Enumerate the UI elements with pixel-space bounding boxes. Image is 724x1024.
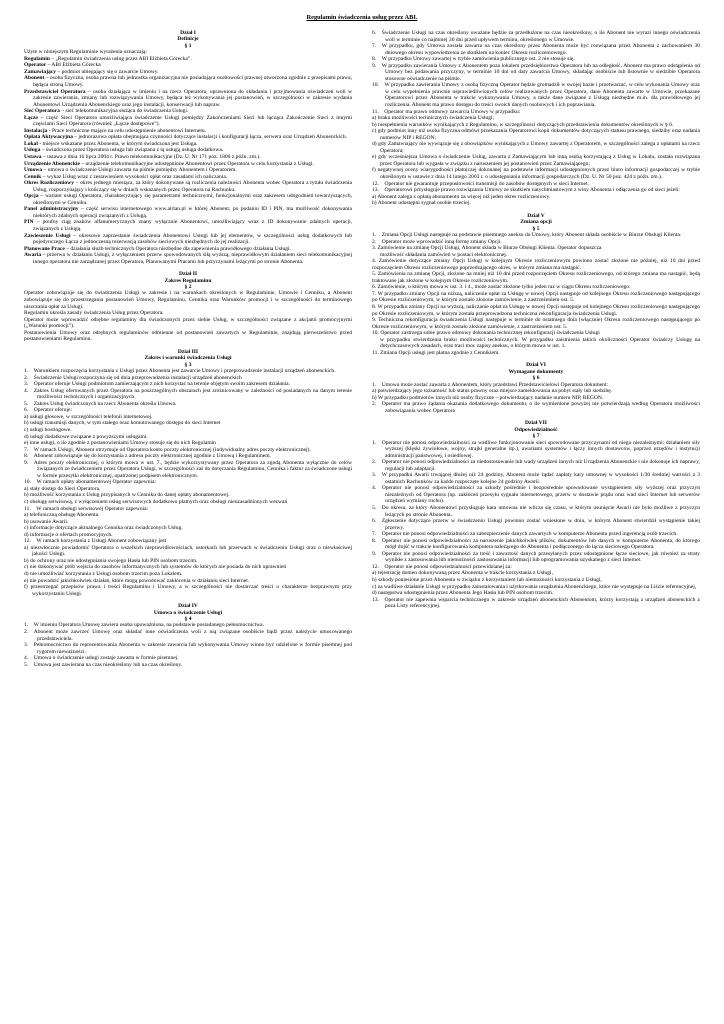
numbered-clause: 10. W przypadku zawierania Umowy z osobą fizyczną Operator będzie gromadził w swojej bazie i przetwarzać, w celu wykonania Umowy oraz w celu wypełnienia prawnie usprawiedliwionych celów realizowanych przez Operatora, dane Abonenta zawarte w Umowie, przekazane Operatorowi przez Abonenta w trakcie wykonywania Umowy, a także dane związane z Usługą niezbędne m.in. dla prawidłowego jej rozliczenia. Abonent ma prawo dostępu do treści swoich danych osobowych i ich poprawiania. (372, 82, 700, 109)
numbered-clause: 4. Operator nie ponosi odpowiedzialności za szkody pośrednie i bezpośrednie spowodowane wystąpieniem siły wyższej oraz przyczyn niezależnych od Operatora (np. zakłóceń przesyłu sygnału internetowego, przerw w dostawie prądu oraz wad sieci Internet lub serwerów urządzeń wymiany ruchu). (372, 485, 700, 505)
definition: PIN – poufny ciąg znaków alfanumerycznych znany wyłącznie Abonentowi, umożliwiający wraz z ID dokonywanie zdalnych operacji, związanych z Usługą. (24, 219, 352, 232)
list-item: e) gdy wcześniejsza Umowa o świadczenie Usług, zawarta z Zamawiającym lub inną osobą korzystającą z Usług w Lokalu, została rozwiązana przez Operatora lub wygasła w związku z naruszeniem jej postanowień przez Zamawiającego; (372, 154, 700, 167)
definition-term: Lokal (24, 140, 38, 147)
numbered-clause: 13. Operatorowi przysługuje prawo rozwiązania Umowy ze skutkiem natychmiastowym z winy Abonenta i odłączenia go od sieci jeżeli: (372, 187, 680, 194)
numbered-clause: 2. Operator ma prawo żądania okazania dodatkowego dokumentu, o ile wymienione powyżej nie potwierdzają według Operatora możliwości zobowiązania wobec Operatora (372, 401, 700, 414)
numbered-clause: 9. Operator nie ponosi odpowiedzialności za treść i zawartość danych przesyłanych przez udostępnione łącze sieciowe, jak również za straty wynikłe z zastosowania lub niemożności zastosowania informacji lub oprogramowania uzyskanego z sieci Internet. (372, 550, 700, 564)
paragraph: Operator może wprowadzić odrębne regulaminy dla świadczonych przez siebie Usług, w szczególności związane z akcjami promocyjnymi („Warunki promocji”). (24, 316, 352, 330)
definition: Lokal - miejsce wskazane przez Abonenta, w którym świadczona jest Usługa. (24, 140, 198, 147)
definition: Zamawiający – podmiot ubiegający się o zawarcie Umowy. (24, 68, 159, 75)
section-heading: Dział V (527, 212, 545, 219)
section-heading: § 7 (532, 433, 540, 440)
definition: Cennik – wykaz Usług wraz z zestawieniem wysokości opłat oraz zasadami ich naliczania. (24, 173, 228, 180)
paragraph: 8. W przypadku zmiany Opcji na wyższą, naliczanie opłat za Usługę w nowej Opcji następuje od kolejnego Okresu rozliczeniowego następującego po Okresie rozliczeniowym, w którym została przeprowadzona techniczna rekonfiguracja świadczenia Usługi. (372, 304, 700, 317)
section-heading: Definicje (177, 36, 199, 43)
paragraph: Użyte w niniejszym Regulaminie wyrażenia oznaczają: (24, 49, 148, 56)
list-item: e) nie powadzić jakichkolwiek działań, które mogą powodować zakłócenia w działaniu sieci Internet. (24, 577, 250, 584)
paragraph: 10. Operator zastrzega sobie prawo odmowy dokonania technicznej rekonfiguracji świadczenia Usługi (372, 330, 600, 337)
section-heading: Wymagane dokumenty (508, 368, 564, 375)
numbered-clause: 4. Zakres Usług oferowanych przez Operatora na poszczególnych obszarach jest zróżnicowany w zależności od posiadanych na danym terenie możliwości technicznych i organizacyjnych. (24, 387, 352, 401)
list-item: b) do ochrony oraz nie udostępniania swojego Hasła lub PIN osobom trzecim. (24, 557, 198, 564)
paragraph: 3. Zamówienie na zmianę Opcji Usługi, Abonent składa w Biurze Obsługi Klienta. Operator dopuszcza (372, 245, 602, 252)
numbered-clause: 11. W ramach obsługi serwisowej Operator zapewnia: (24, 505, 149, 512)
definition-term: Usługa (24, 147, 41, 154)
definition: Planowane Prace – działania służb technicznych Operatora niezbędne dla zapewnienia prawidłowego działania Usługi. (24, 245, 291, 252)
definition: Awaria – przerwa w działaniu Usługi, z wyłączeniem przerw spowodowanych siłą wyższą, nieprawidłowym działaniem sieci telekomunikacyjnej innego operatora nie zarządzanej przez Operatora, Planowanymi Pracami lub przyczynami leżącymi po stronie Abonenta. (24, 252, 352, 265)
list-item: b) Abonent udostępni sygnał osobie trzeciej. (372, 200, 471, 207)
list-item: a) braku możliwości technicznych świadczenia Usługi; (372, 115, 495, 122)
numbered-clause: 9. Adres poczty elektronicznej, o którym mowa w ust. 7., będzie wykorzystywany przez Operatora za zgodą Abonenta wyłącznie do celów związanych ze świadczeniem przez Operatora Usługi, w szczególności zaś do doręczania Regulaminu, Cennika i faktur za świadczone usługi w formie przesyłki elektronicznej, opatrzonej podpisem elektronicznym. (24, 459, 352, 479)
list-item: b) szkody poniesione przez Abonenta w związku z korzystaniem lub niemożności korzystania z Usługi, (372, 577, 602, 584)
regulation-page (24, 14, 700, 1014)
numbered-clause: 6. Zgłoszenie dotyczące przerw w świadczeniu Usługi powinno zostać wniesione w dniu, w którym Abonent stwierdził wystąpienie takiej przerwy. (372, 518, 700, 531)
numbered-clause: 8. Abonent zobowiązuje się do korzystania z adresu poczty elektronicznej zgodnie z Umową i Regulaminem. (24, 453, 271, 460)
list-item: d) usługi dodatkowe związane z powyższymi usługami. (24, 433, 148, 440)
paragraph: Regulamin określa zasady świadczenia Usług przez Operatora. (24, 310, 164, 317)
definition-term: Operator (24, 62, 47, 69)
numbered-clause: 2. Operator może wprowadzić inną formę zmiany Opcji. (372, 238, 502, 245)
definition-term: Cennik (24, 173, 42, 180)
numbered-clause: 6. Świadczenie Usługi na czas określony uważane będzie za przedłużone na czas nieokreślony, o ile Abonent nie wyrazi innego oświadczenia woli w terminie co najmniej 30 dni przed upływem terminu, określonego w Umowie. (372, 30, 700, 43)
definition-term: Ustawa (24, 153, 42, 160)
paragraph: 6. Zamówienie, o którym mowa w ust. 3. i 4., może zostać złożone tylko jeden raz w ciągu Okresu rozliczeniowego. (372, 284, 631, 291)
numbered-clause: 2. Świadczenie Usługi rozpoczyna się od dnia przeprowadzenia instalacji urządzeń abonenckich (24, 374, 242, 381)
definition: Urządzenie Abonenckie – urządzenie telekomunikacyjne udostępnione Abonentowi przez Operatora w celu korzystania z Usługi. (24, 160, 314, 167)
list-item: e) inne usługi, o ile zgodnie z postanowieniami Umowy stosuje się do nich Regulamin (24, 440, 216, 447)
paragraph: 4. Zamówienie dotyczące zmiany Opcji Usługi w kolejnym Okresie rozliczeniowym powinno zostać złożone nie później, niż 10 dni przed rozpoczęciem Okresu rozliczeniowego poprzedzającego okres, w którym zmiana ma nastąpić. (372, 258, 700, 271)
numbered-clause: 12. Operator nie gwarantuje przepustowości transmisji do zasobów dostępnych w sieci Internet. (372, 180, 589, 187)
section-heading: Dział III (177, 348, 199, 355)
numbered-clause: 3. W przypadku Awarii trwającej dłużej niż 24 godziny, Abonent może żądać zapłaty kary umownej w wysokości 1/30 średniej wartości z 3 ostatnich Rachunków za każde rozpoczęte kolejne 24 godziny Awarii. (372, 472, 700, 485)
list-item: b) W przypadku podmiotów innych niż osoby fizyczne – potwierdzający nadanie numeru NIP, REGON. (372, 394, 604, 401)
numbered-clause: 7. W ramach Usługi, Abonent otrzymuje od Operatora konto poczty elektronicznej (indywidualny adres poczty elektronicznej). (24, 446, 311, 453)
section-heading: § 5 (532, 225, 540, 232)
list-item: f) negatywnej oceny wiarygodności płatniczej dokonanej na podstawie informacji udostępnionych przez biuro informacji gospodarczej w trybie określonym w ustawie z dnia 14 lutego 2003 r. o udostępnianiu informacji gospodarczych (Dz. U. Nr 50 poz. 424 z późn. zm.). (372, 167, 700, 181)
list-item: d) informacje o ofertach promocyjnych. (24, 531, 113, 538)
list-item: a) rejestrację domen dokonywaną przez Abonenta w trakcie korzystania z Usługi, (372, 570, 553, 577)
section-heading: Dział II (178, 271, 198, 278)
definition: Instalacja - Prace techniczne mające na celu udostępnienie abonentowi Internetu. (24, 127, 207, 134)
section-heading: § 3 (184, 361, 192, 368)
section-heading: Zmiana opcji (520, 219, 552, 226)
list-item: c) nie dokonywać prób wejścia do zasobów informatycznych lub systemów do których nie posiada do nich uprawnień (24, 564, 287, 571)
numbered-clause: 7. Operator nie ponosi odpowiedzialności za zabezpieczenie danych zawartych w komputerze Abonenta przed ingerencją osób trzecich. (372, 531, 678, 538)
definition: Usługa – świadczona przez Operatora usługa lub związana z tą usługą usługa dodatkowa. (24, 147, 224, 154)
section-heading: Dział I (180, 30, 196, 36)
list-item: a) niezwłocznie powiadomić Operatora o wszelkich nieprawidłowościach, usterkach lub przerwach w świadczeniu Usługi oraz o niewłaściwej jakości Usługi. (24, 544, 352, 558)
definition: Opcja – wariant usługi Operatora, charakteryzujący się parametrami technicznymi, funkcjonalnymi oraz zakresem udogodnień towarzyszących, określonymi w Cenniku. (24, 193, 352, 206)
list-item: d) następstwa udostępnienia przez Abonenta Jego Hasła lub PIN osobom trzecim. (372, 590, 554, 597)
section-heading: Odpowiedzialność (514, 426, 558, 433)
definition-term: Panel administracyjny (24, 206, 79, 213)
list-item: a) telefoniczną obsługę Abonenta. (24, 512, 100, 519)
definition-term: Instalacja (24, 127, 48, 134)
section-heading: § 1 (184, 42, 192, 49)
numbered-clause: 1. Operator nie ponosi odpowiedzialności za wadliwe funkcjonowanie sieci spowodowane przyczynami od niego niezależnymi: działaniem siły wyższej (klęski żywiołowe, wojny, strajki generalne itp.), awariami systemów i łączy innych dostawców, poprzez urzędów i instytucji administracji państwowej, i osiedlowej. (372, 439, 700, 459)
continuation-paragraph: możliwość składania zamówień w postaci elektronicznej. (380, 251, 508, 258)
document-title: Regulamin świadczenia usług przez ABI. (306, 14, 418, 21)
definition: Przedstawiciel Operatora – osoba działająca w imieniu i na rzecz Operatora, uprawniona do składania i przyjmowania oświadczeń woli w zakresie zawierania, zmiany lub rozwiązywania Umowy, będąca też wykonywania jej postanowień, w szczególności w zakresie wydania Abonentowi Urządzenia Abonenckiego oraz jego instalacji, konserwacji lub napraw. (24, 88, 352, 108)
paragraph: 7. W przypadku zmiany Opcji na niższą, naliczenie opłat za Usługę w nowej Opcji następuje od kolejnego Okresu rozliczeniowego następującego po Okresie rozliczeniowym, w którym zostało złożone zamówienie, z zastrzeżeniem ust. 5. (372, 290, 700, 304)
section-heading: Zakres i warunki świadczenia Usługi (144, 355, 232, 362)
definition: Łącze – część Sieci Operatora umożliwiająca świadczenie Usługi pomiędzy Zakończeniami Sieci lub łącząca Zakończenie Sieci z innymi częściami Sieci Operatora (również „Łącze dostępowe”). (24, 114, 352, 128)
numbered-clause: 5. Do okresu, za który Abonentowi przysługuje kara umowna nie wlicza się czasu, w którym usunięcie Awarii nie było możliwe z przyczyn leżących po stronie Abonenta.. (372, 505, 700, 518)
definition-term: Okres Rozliczeniowy (24, 180, 74, 187)
list-item: b) usuwanie Awarii. (24, 518, 69, 525)
numbered-clause: 4. Umowa o świadczenie usługi zostaje zawarta w formie pisemnej. (24, 655, 179, 662)
section-heading: Dział VII (525, 420, 547, 427)
section-heading: Umowa o świadczenie Usługi (153, 609, 223, 616)
continuation-paragraph: w przypadku stwierdzenia braku możliwości technicznych. W przypadku zaistnienia takich okoliczności Operator świadczy Usługę na dotychczasowych zasadach, oraz traci moc zapisy aneksu, o którym mowa w ust. 1. (380, 336, 700, 350)
numbered-clause: 5. Umowa jest zawierana na czas nieokreślony lub na czas określony. (24, 661, 183, 668)
definition-term: Zawieszenie Usługi (24, 232, 71, 239)
numbered-clause: 11. Operator ma prawo odmowy zawarcia Umowy w przypadku: (372, 108, 521, 115)
definition-term: Sieć Operatora (24, 108, 60, 115)
numbered-clause: 12. W ramach korzystania z Usługi Abonent zobowiązany jest (24, 538, 167, 545)
definition-term: Abonent (24, 75, 45, 82)
list-item: b) usługi transmisji danych, w tym stałego oraz komutowanego dostępu do sieci Internet (24, 420, 221, 427)
numbered-clause: 7. W przypadku, gdy Umowa została zawarta na czas określony przez Abonenta może być rozwiązana przez Abonenta z zachowaniem 30 dniowego okresu wypowiedzenia ze skutkiem na koniec Okresu rozliczeniowego. (372, 43, 700, 56)
numbered-clause: 10. W ramach opłaty abonamentowej Operator zapewnia: (24, 479, 157, 486)
right-column (372, 30, 700, 668)
list-item: a) usługi głosowe, w szczególności telefonii internetowej. (24, 413, 153, 420)
section-heading: § 6 (532, 375, 540, 382)
definition: Umowa – umowa o świadczenie Usługi zawarta na piśmie pomiędzy Abonentem i Operatorem. (24, 167, 237, 174)
list-item: a) stały dostęp do Sieci Operatora. (24, 485, 101, 492)
list-item: c) obsługę serwisową, z wyłączeniem usług serwisowych dodatkowo płatnych oraz obsługi nieuzasadnionych wezwań (24, 499, 288, 506)
definition: Sieć Operatora – sieć telekomunikacyjna służąca do świadczenia Usługi. (24, 108, 189, 115)
numbered-clause: 8. W przypadku Umowy zawartej w trybie zamówienia publicznego ust. 2 nie stosuje się. (372, 56, 575, 63)
definition-term: Opcja (24, 193, 39, 200)
paragraph: 9. Techniczna rekonfiguracja świadczenia Usługi następuje w terminie do ostatniego dnia (włącznie) Okresu rozliczeniowego następującego po Okresie rozliczeniowym, w którym zostało złożone zamówienie, z zastrzeżeniem ust. 5. (372, 317, 700, 330)
paragraph: Postanowienia Umowy oraz odrębnych regulaminów odmienne od postanowień zawartych w Regulaminie, znajdują pierwszeństwo przed postanowieniami Regulaminu. (24, 329, 352, 343)
numbered-clause: 6. Operator oferuje: (24, 407, 73, 414)
numbered-clause: 8. Operator nie ponosi odpowiedzialności za naruszenie jakichkolwiek plików, dokumentów lub danych w komputerze Abonenta, do którego mógł dojść w trakcie konfigurowania komputera należącego do Abonenta i podłączonego do łącza sieciowego Operatora. (372, 537, 700, 551)
section-heading: § 4 (184, 616, 192, 623)
numbered-clause: 3. Pełnomocnictwo do reprezentowania Abonenta w zakresie zawarcia lub wykonywania Umowy winno być udzielone w formie pisemnej pod rygorem nieważności. (24, 642, 352, 655)
list-item: c) za wadliwe działanie Usługi w przypadku zainstalowania i użytkowania urządzenia Abonenckiego, które nie występuje na Liście referencyjnej, (372, 583, 697, 590)
list-item: a) potwierdzający jego tożsamość lub status prawny oraz miejsce zameldowania na pobyt stały lub siedzibę. (372, 388, 613, 395)
definition-term: Umowa (24, 167, 43, 174)
definition: Zawieszenie Usługi – okresowe zaprzestanie świadczenia Abonentowi Usługi lub jej elementów, w szczególności usług dodatkowych lub pojedynczego Łącza z jednoczesną rezerwacją zasobów sieciowych niezbędnych do jej realizacji. (24, 232, 352, 246)
list-item: a) Abonent zalega z opłatą abonamentu za więcej niż jeden okres rozliczeniowy. (372, 193, 551, 200)
list-item: c) usługi hostingowe. (24, 427, 72, 433)
definition: Panel administracyjny – część serwisu internetowego www.airlan.pl w której Abonent, po podaniu ID i PIN, ma możliwość dokonywania niektórych zdalnych operacji związanych z Usługą. (24, 206, 352, 219)
list-item: d) nie umożliwiać korzystania z Usługi osobom trzecim poza Lokalem. (24, 571, 183, 578)
numbered-clause: 5. Zakres Usług świadczonych na rzecz Abonenta określa Umowa. (24, 400, 177, 407)
numbered-clause: 1. W imieniu Operatora Umowę zawiera osoba upoważniona, na podstawie posiadanego pełnomocnictwa. (24, 622, 265, 629)
paragraph: 11. Zmiana Opcji usługi jest płatna zgodnie z Cennikiem. (372, 349, 500, 356)
list-item: c) gdy podmiot inny niż osoba fizyczna odmówi przekazania Operatorowi kopii dokumentów dotyczących statusu prawnego, siedziby oraz nadania numerów NIP i REGON; (372, 128, 700, 141)
definition-term: PIN (24, 219, 34, 226)
numbered-clause: 12. Operator nie ponosi odpowiedzialności przewidzianej za: (372, 563, 512, 570)
list-item: d) gdy Zamawiający nie wywiązuje się z obowiązków wynikających z Umowy zawartej z Operatorem, w szczególności zalega z opłatami na rzecz Operatora; (372, 141, 700, 154)
definition-term: Awaria (24, 252, 42, 259)
definition: Okres Rozliczeniowy – okres jednego miesiąca, za który dokonywane są rozliczenia należności Abonenta wobec Operatora z tytułu świadczenia Usług, rozpoczynający i kończący się w dniach wskazanych przez Operatora na Rachunku. (24, 180, 352, 193)
numbered-clause: 9. W przypadku zawierania Umowy z Abonentem poza lokalem przedsiębiorstwa Operatora lub na odległość, Abonent ma prawo odstąpienia od Umowy bez podawania przyczyny, w terminie 10 dni od daty zawarcia Umowy, składając osobiście lub listownie w siedzibie Operatora stosowne oświadczenie na piśmie. (372, 62, 700, 82)
numbered-clause: 2. Abonent może zawrzeć Umowę oraz składać inne oświadczenia woli z nią związane osobiście bądź przez należycie umocowanego przedstawiciela. (24, 628, 352, 642)
numbered-clause: 13. Operator nie zapewnia wsparcia technicznego w zakresie urządzeń abonenckich Abonentom, którzy korzystają z urządzeń abonenckich z poza Listy referencyjnej. (372, 596, 700, 610)
list-item: f) przestrzegać przepisów prawa i treści Regulaminu i Umowy, a w szczególności nie dostarczać treści o charakterze bezprawnym przy wykorzystaniu Usługi. (24, 584, 352, 597)
definition-term: Zamawiający (24, 68, 57, 75)
paragraph: Operator zobowiązuje się do świadczenia Usługi w zakresie i na warunkach określonych w Regulaminie, Umowie i Cenniku, a Abonent zobowiązuje się do przestrzegania postanowień Umowy, Regulaminu, Cennika oraz Warunków promocji i w szczególności do terminowego uiszczania opłat za Usługi. (24, 290, 352, 310)
numbered-clause: 1. Warunkiem rozpoczęcia korzystania z Usługi przez Abonenta jest zawarcie Umowy i przeprowadzenie instalacji urządzeń abonenckich. (24, 368, 336, 375)
section-heading: § 2 (184, 284, 192, 291)
definition-term: Planowane Prace (24, 245, 65, 252)
definition: Abonent – osoba fizyczna, osoba prawna lub jednostka organizacyjna nie posiadająca osobowości prawnej utworzona zgodnie z przepisami prawa, będąca stroną Umowy. (24, 75, 352, 88)
numbered-clause: 3. Operator oferuje Usługi podmiotom zamierzającym z nich korzystać na terenie objętym swoim zakresem działania. (24, 381, 290, 388)
section-heading: Zakres Regulaminu (164, 277, 212, 284)
list-item: b) niespełnienia warunków wynikających z Regulaminu, w szczególności dotyczących przedstawienia dokumentów określonych w § 6. (372, 121, 674, 128)
definition-term: Urządzenie Abonenckie (24, 160, 80, 167)
definition-term: Regulamin (24, 55, 50, 62)
numbered-clause: 1. Umowa może zostać zawarta z Abonentem, który przedstawi Przedstawicielowi Operatora dokument: (372, 381, 608, 388)
numbered-clause: 2. Operator nie ponosi odpowiedzialności za niedostosowanie lub wady urządzeń innych niż Urządzenia Abonenckie i nie dokonuje ich naprawy, regulacji lub adaptacji. (372, 459, 700, 472)
definition-term: Przedstawiciel Operatora (24, 88, 86, 95)
list-item: b) możliwość korzystania z Usług przypisanych w Cenniku do danej opłaty abonamentowej. (24, 492, 230, 499)
left-column (24, 30, 352, 668)
definition-term: Łącze (24, 114, 38, 121)
columns (24, 30, 700, 668)
definition: Opłata Aktywacyjna – jednorazowa opłata obejmująca czynności dotyczące instalacji i konfiguracji łącza, serwera oraz Urządzeń Abonenckich. (24, 134, 347, 141)
list-item: c) informacje dotyczące aktualnego Cennika oraz świadczonych Usług. (24, 525, 183, 532)
paragraph: 5. Zamówienia na zmianę Opcji, złożone na mniej niż 10 dni przed rozpoczęciem Okresu rozliczeniowego, od którego zmiana ma nastąpić, będą traktowane jak złożone w kolejnym Okresie rozliczeniowym. (372, 271, 700, 284)
numbered-clause: 1. Zmiana Opcji Usługi następuje na podstawie pisemnego aneksu do Umowy, który Abonent składa osobiście w Biurze Obsługi Klienta. (372, 231, 682, 238)
definition-term: Opłata Aktywacyjna (24, 134, 73, 141)
definition: Operator – ABI Elżbieta Górecka (24, 62, 101, 69)
definition: Regulamin – „Regulamin świadczenia usług przez ABI Elżbieta Górecka”. (24, 55, 192, 62)
definition: Ustawa – ustawa z dnia 16 lipca 2004 r. Prawo telekomunikacyjne (Dz. U. Nr 171 poz. 1800 z późn. zm.). (24, 153, 261, 160)
section-heading: Dział VI (526, 362, 546, 369)
section-heading: Dział IV (178, 603, 198, 610)
